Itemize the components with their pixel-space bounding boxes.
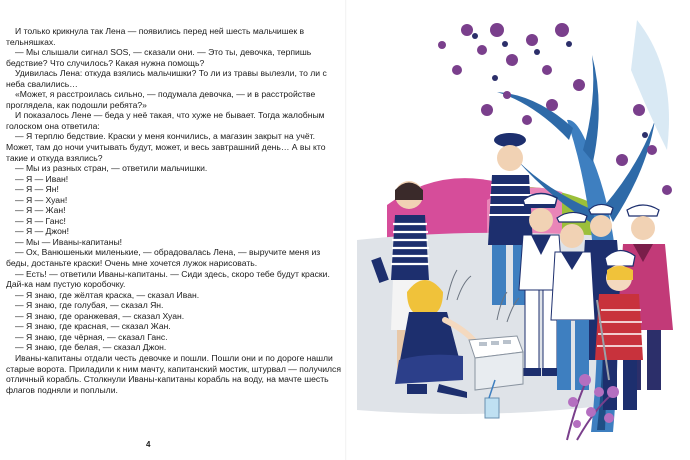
- illustration-art: [347, 0, 690, 460]
- paint-box: [469, 336, 523, 390]
- paragraph: «Может, я расстроилась сильно, — подумала девочка, — и в расстройстве проглядела, как подошли ребята?»: [6, 89, 316, 110]
- paragraph: — Я — Жан!: [15, 205, 66, 216]
- paragraph: — Я знаю, где оранжевая, — сказал Хуан.: [15, 310, 185, 321]
- paragraph: — Я терплю бедствие. Краски у меня кончились, а магазин закрыт на учёт. Может, там до ночи учитывать будут, может, и весь завтрашний день… А вы кто такие и откуда взялись?: [6, 131, 326, 163]
- page-number: 4: [146, 440, 151, 449]
- paragraph: — Я — Ганс!: [15, 215, 66, 226]
- paragraph: Удивилась Лена: откуда взялись мальчишки? То ли из травы вылезли, то ли с неба свалились…: [6, 68, 327, 89]
- paragraph: — Я — Джон!: [15, 226, 70, 237]
- illustration-page: [347, 0, 690, 460]
- paragraph: — Я — Ян!: [15, 184, 59, 195]
- story-text: [6, 26, 342, 395]
- sky-wedge: [631, 20, 669, 150]
- paragraph: — Мы слышали сигнал SOS, — сказали они. — Это ты, девочка, терпишь бедствие? Что случилось? Какая нужна помощь?: [6, 47, 312, 68]
- paragraph: — Я знаю, где жёлтая краска, — сказал Иван.: [15, 289, 200, 300]
- paragraph: Иваны-капитаны отдали честь девочке и пошли. Пошли они и по дороге нашли старые ворота. Приладили к ним мачту, капитанский мостик, штурвал — получился отличный корабль. Столкнули Иваны-капитаны корабль на воду, на мачте шесть флагов подняли и поплыли.: [6, 352, 342, 395]
- paragraph: — Я знаю, где чёрная, — сказал Ганс.: [15, 331, 168, 342]
- paragraph: — Мы из разных стран, — ответили мальчишки.: [15, 163, 208, 174]
- paragraph: — Я — Хуан!: [15, 194, 68, 205]
- paragraph: — Ох, Ванюшеньки миленькие, — обрадовалась Лена, — выручите меня из беды, достаньте краски! Очень мне хочется лужок нарисовать.: [6, 247, 321, 269]
- paragraph: — Я знаю, где белая, — сказал Джон.: [15, 342, 167, 353]
- paragraph: И показалось Лене — беда у неё такая, что хуже не бывает. Тогда жалобным голоском она ответила:: [6, 110, 325, 131]
- paragraph: — Мы — Иваны-капитаны!: [15, 236, 123, 247]
- paragraph: И только крикнула так Лена — появились перед ней шесть мальчишек в тельняшках.: [6, 26, 305, 47]
- paragraph: — Есть! — ответили Иваны-капитаны. — Сиди здесь, скоро тебе будут краски. Дай-ка нам пустую коробочку.: [6, 268, 330, 290]
- tree-branch: [583, 55, 599, 162]
- paragraph: — Я знаю, где красная, — сказал Жан.: [15, 321, 171, 332]
- tree-branch: [497, 92, 573, 140]
- paragraph: — Я — Иван!: [15, 173, 69, 184]
- paragraph: — Я знаю, где голубая, — сказал Ян.: [15, 300, 164, 311]
